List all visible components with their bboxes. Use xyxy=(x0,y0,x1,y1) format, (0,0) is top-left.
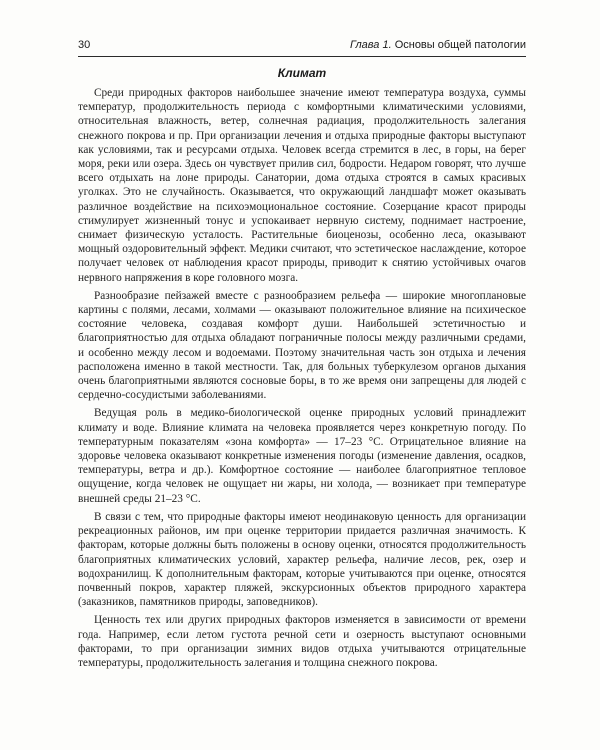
paragraph: В связи с тем, что природные факторы имеют неодинаковую ценность для организации рекреационных районов, им при оценке территории придается различная значимость. К факторам, которые должны быть положены в основу оценки, относятся продолжительность благоприятных климатических условий, характер рельефа, наличие лесов, рек, озер и водохранилищ. К дополнительным факторам, которые учитываются при оценке, относятся почвенный покров, характер пляжей, экскурсионных объектов природного характера (заказников, памятников природы, заповедников). xyxy=(78,510,526,609)
page-number: 30 xyxy=(78,39,91,51)
section-title: Климат xyxy=(277,66,327,80)
chapter-label: Глава 1. xyxy=(349,39,392,51)
paragraph: Ведущая роль в медико-биологической оценке природных условий принадлежит климату и воде. Влияние климата на человека проявляется через конкретную погоду. По температурным показателям «зона комфорта» — 17–23 °С. Отрицательное влияние на здоровье человека оказывают конкретные изменения погоды (изменение давления, осадков, температуры, ветра и др.). Комфортное состояние — наиболее благоприятное тепловое ощущение, когда человек не ощущает ни жары, ни холода, — возникает при температуре внешней среды 21–23 °С. xyxy=(78,407,526,505)
running-header xyxy=(78,36,526,57)
paragraph: Ценность тех или других природных факторов изменяется в зависимости от времени года. Например, если летом густота речной сети и озерность выступают основными факторами, то при организации зимних видов отдыха учитываются отрицательные температуры, продолжительность залегания и толщина снежного покрова. xyxy=(78,614,526,669)
running-title xyxy=(350,39,526,51)
paragraph: Разнообразие пейзажей вместе с разнообразием рельефа — широкие многоплановые картины с полями, лесами, холмами — оказывают положительное влияние на психическое состояние человека, создавая комфорт души. Наибольшей эстетичностью и благоприятностью для отдыха обладают пограничные полосы между различными средами, и особенно между лесом и водоемами. Поэтому значительная часть зон отдыха и лечения расположена именно в такой местности. Так, для больных туберкулезом органов дыхания очень благоприятными являются сосновые боры, в то же время они запрещены для людей с сердечно-сосудистыми заболеваниями. xyxy=(78,289,526,402)
body-text xyxy=(78,86,526,674)
paragraph: Среди природных факторов наибольшее значение имеют температура воздуха, суммы температур, продолжительность периода с комфортными климатическими условиями, относительная влажность, ветер, солнечная радиация, продолжительность залегания снежного покрова и пр. При организации лечения и отдыха природные факторы выступают как условиями, так и ресурсами отдыха. Человек всегда стремится в лес, в горы, на берег моря, реки или озера. Здесь он чувствует прилив сил, бодрости. Недаром говорят, что лучше всего отдыхать на лоне природы. Санатории, дома отдыха строятся в самых красивых уголках. Это не случайность. Оказывается, что окружающий ландшафт может оказывать различное воздействие на психоэмоциональное состояние. Созерцание красот природы стимулирует жизненный тонус и успокаивает нервную систему, поднимает настроение, снимает физическую усталость. Растительные биоценозы, особенно леса, оказывают мощный оздоровительный эффект. Медики считают, что эстетическое наслаждение, которое получает человек от наблюдения красот природы, приводит к снятию устойчивых очагов нервного напряжения в коре головного мозга. xyxy=(78,87,526,284)
chapter-title: Основы общей патологии xyxy=(394,39,526,51)
